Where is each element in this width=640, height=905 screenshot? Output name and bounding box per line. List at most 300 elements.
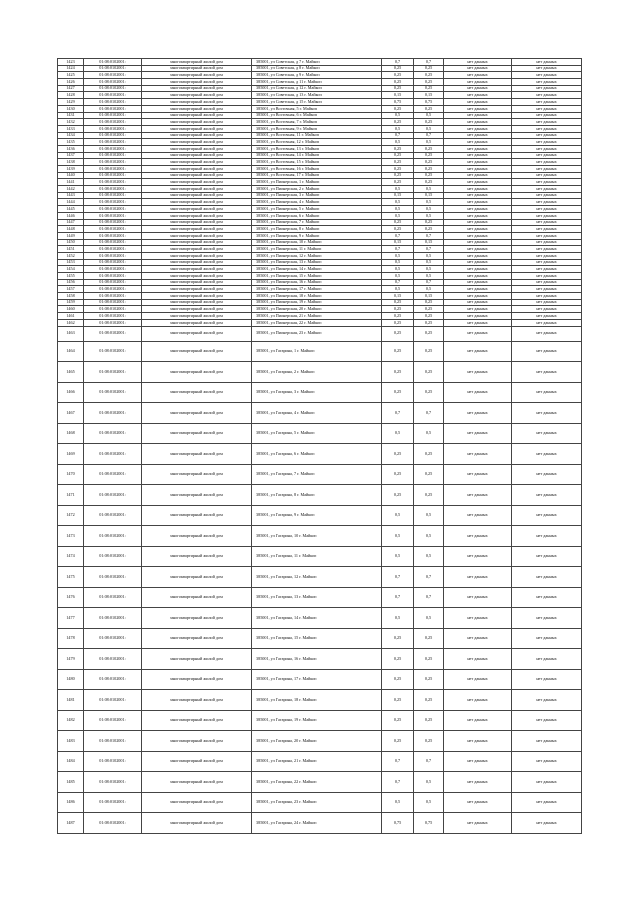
table-row xyxy=(58,751,582,772)
table-row xyxy=(58,341,582,362)
cell-object-type: многоквартирный жилой дом xyxy=(142,628,252,649)
table-row xyxy=(58,125,582,132)
cell-status: нет данных xyxy=(444,226,512,233)
cell-status: нет данных xyxy=(444,79,512,86)
table-row xyxy=(58,423,582,444)
cell-object-type: многоквартирный жилой дом xyxy=(142,199,252,206)
cell-cadastral-number: 01:08:0102001: xyxy=(84,546,142,567)
cell-row-number: 1477 xyxy=(58,608,84,629)
cell-row-number: 1423 xyxy=(58,59,84,66)
cell-row-number: 1487 xyxy=(58,813,84,834)
cell-address: 385001, ул Гагарина, 2 г. Майкоп xyxy=(252,362,382,383)
cell-note: нет данных xyxy=(512,259,582,266)
cell-cadastral-number: 01:08:0102001: xyxy=(84,72,142,79)
cell-area-value-2: 0,7 xyxy=(414,132,444,139)
cell-note: нет данных xyxy=(512,751,582,772)
cell-address: 385001, ул Гагарина, 13 г. Майкоп xyxy=(252,587,382,608)
cell-cadastral-number: 01:08:0102001: xyxy=(84,286,142,293)
cell-cadastral-number: 01:08:0102001: xyxy=(84,226,142,233)
cell-area-value: 0,25 xyxy=(382,319,414,326)
cell-row-number: 1467 xyxy=(58,403,84,424)
cell-area-value: 0,25 xyxy=(382,485,414,506)
cell-area-value-2: 0,15 xyxy=(414,293,444,300)
cell-cadastral-number: 01:08:0102001: xyxy=(84,59,142,66)
cell-object-type: многоквартирный жилой дом xyxy=(142,152,252,159)
cell-status: нет данных xyxy=(444,166,512,173)
cell-note: нет данных xyxy=(512,669,582,690)
cell-area-value-2: 0,25 xyxy=(414,485,444,506)
cell-address: 385001, ул Восточная, 16 г. Майкоп xyxy=(252,166,382,173)
cell-status: нет данных xyxy=(444,112,512,119)
cell-row-number: 1486 xyxy=(58,792,84,813)
cell-address: 385001, ул Восточная, 7 г. Майкоп xyxy=(252,119,382,126)
table-row xyxy=(58,99,582,106)
cell-note: нет данных xyxy=(512,273,582,280)
cell-object-type: многоквартирный жилой дом xyxy=(142,172,252,179)
cell-row-number: 1449 xyxy=(58,232,84,239)
cell-area-value-2: 0,15 xyxy=(414,92,444,99)
cell-object-type: многоквартирный жилой дом xyxy=(142,186,252,193)
cell-status: нет данных xyxy=(444,125,512,132)
cell-row-number: 1458 xyxy=(58,293,84,300)
cell-note: нет данных xyxy=(512,313,582,320)
cell-area-value-2: 0,5 xyxy=(414,199,444,206)
cell-note: нет данных xyxy=(512,125,582,132)
cell-object-type: многоквартирный жилой дом xyxy=(142,608,252,629)
cell-object-type: многоквартирный жилой дом xyxy=(142,159,252,166)
cell-note: нет данных xyxy=(512,628,582,649)
cell-area-value-2: 0,5 xyxy=(414,259,444,266)
cell-area-value-2: 0,25 xyxy=(414,326,444,341)
cell-cadastral-number: 01:08:0102001: xyxy=(84,792,142,813)
cell-cadastral-number: 01:08:0102001: xyxy=(84,505,142,526)
cell-status: нет данных xyxy=(444,139,512,146)
cell-address: 385001, ул Гагарина, 12 г. Майкоп xyxy=(252,567,382,588)
cell-note: нет данных xyxy=(512,179,582,186)
cell-note: нет данных xyxy=(512,710,582,731)
cell-area-value-2: 0,7 xyxy=(414,587,444,608)
cell-object-type: многоквартирный жилой дом xyxy=(142,669,252,690)
cell-object-type: многоквартирный жилой дом xyxy=(142,423,252,444)
cell-status: нет данных xyxy=(444,199,512,206)
cell-row-number: 1437 xyxy=(58,152,84,159)
cell-note: нет данных xyxy=(512,526,582,547)
cell-row-number: 1481 xyxy=(58,690,84,711)
cell-object-type: многоквартирный жилой дом xyxy=(142,299,252,306)
cell-address: 385001, ул Гагарина, 14 г. Майкоп xyxy=(252,608,382,629)
cell-area-value: 0,25 xyxy=(382,444,414,465)
cell-area-value-2: 0,25 xyxy=(414,219,444,226)
cell-status: нет данных xyxy=(444,319,512,326)
cell-address: 385001, ул Восточная, 17 г. Майкоп xyxy=(252,172,382,179)
cell-row-number: 1465 xyxy=(58,362,84,383)
cell-status: нет данных xyxy=(444,326,512,341)
cell-address: 385001, ул Гагарина, 6 г. Майкоп xyxy=(252,444,382,465)
cell-cadastral-number: 01:08:0102001: xyxy=(84,132,142,139)
cell-note: нет данных xyxy=(512,403,582,424)
cell-cadastral-number: 01:08:0102001: xyxy=(84,649,142,670)
table-row xyxy=(58,65,582,72)
cell-status: нет данных xyxy=(444,65,512,72)
cell-note: нет данных xyxy=(512,212,582,219)
cell-area-value-2: 0,25 xyxy=(414,710,444,731)
cell-note: нет данных xyxy=(512,319,582,326)
cell-object-type: многоквартирный жилой дом xyxy=(142,79,252,86)
cell-note: нет данных xyxy=(512,587,582,608)
cell-area-value-2: 0,7 xyxy=(414,279,444,286)
cell-address: 385001, ул Гагарина, 15 г. Майкоп xyxy=(252,628,382,649)
cell-row-number: 1456 xyxy=(58,279,84,286)
cell-area-value-2: 0,5 xyxy=(414,608,444,629)
cell-area-value: 0,7 xyxy=(382,59,414,66)
cell-object-type: многоквартирный жилой дом xyxy=(142,206,252,213)
cell-address: 385001, ул Гагарина, 11 г. Майкоп xyxy=(252,546,382,567)
cell-row-number: 1459 xyxy=(58,299,84,306)
table-row xyxy=(58,85,582,92)
cell-area-value: 0,25 xyxy=(382,464,414,485)
cell-cadastral-number: 01:08:0102001: xyxy=(84,608,142,629)
cell-object-type: многоквартирный жилой дом xyxy=(142,813,252,834)
cell-area-value: 0,25 xyxy=(382,313,414,320)
cell-note: нет данных xyxy=(512,813,582,834)
cell-area-value-2: 0,25 xyxy=(414,166,444,173)
table-row xyxy=(58,306,582,313)
cell-row-number: 1471 xyxy=(58,485,84,506)
cell-object-type: многоквартирный жилой дом xyxy=(142,139,252,146)
cell-object-type: многоквартирный жилой дом xyxy=(142,313,252,320)
cell-area-value: 0,15 xyxy=(382,293,414,300)
cell-object-type: многоквартирный жилой дом xyxy=(142,690,252,711)
cell-area-value-2: 0,25 xyxy=(414,72,444,79)
cell-status: нет данных xyxy=(444,92,512,99)
table-row xyxy=(58,72,582,79)
cell-note: нет данных xyxy=(512,92,582,99)
cell-cadastral-number: 01:08:0102001: xyxy=(84,119,142,126)
cell-row-number: 1430 xyxy=(58,105,84,112)
table-row xyxy=(58,119,582,126)
cell-address: 385001, ул Пионерская, 14 г. Майкоп xyxy=(252,266,382,273)
cell-area-value: 0,5 xyxy=(382,526,414,547)
cell-area-value: 0,5 xyxy=(382,546,414,567)
table-row xyxy=(58,731,582,752)
cell-address: 385001, ул Гагарина, 5 г. Майкоп xyxy=(252,423,382,444)
cell-address: 385001, ул Пионерская, 12 г. Майкоп xyxy=(252,252,382,259)
cell-area-value-2: 0,25 xyxy=(414,649,444,670)
cell-area-value: 0,25 xyxy=(382,172,414,179)
cell-status: нет данных xyxy=(444,273,512,280)
cell-status: нет данных xyxy=(444,132,512,139)
table-row xyxy=(58,206,582,213)
table-row xyxy=(58,266,582,273)
cell-area-value: 0,7 xyxy=(382,246,414,253)
cell-status: нет данных xyxy=(444,59,512,66)
cell-area-value: 0,25 xyxy=(382,119,414,126)
cell-area-value: 0,25 xyxy=(382,690,414,711)
cell-address: 385001, ул Пионерская, 19 г. Майкоп xyxy=(252,299,382,306)
cell-row-number: 1433 xyxy=(58,125,84,132)
cell-row-number: 1485 xyxy=(58,772,84,793)
cell-status: нет данных xyxy=(444,485,512,506)
cell-note: нет данных xyxy=(512,362,582,383)
table-row xyxy=(58,159,582,166)
cell-note: нет данных xyxy=(512,293,582,300)
cell-area-value: 0,25 xyxy=(382,649,414,670)
table-row xyxy=(58,286,582,293)
table-row xyxy=(58,628,582,649)
cell-note: нет данных xyxy=(512,326,582,341)
cell-area-value: 0,7 xyxy=(382,279,414,286)
table-row xyxy=(58,299,582,306)
cell-address: 385001, ул Гагарина, 17 г. Майкоп xyxy=(252,669,382,690)
cell-note: нет данных xyxy=(512,172,582,179)
cell-address: 385001, ул Пионерская, 16 г. Майкоп xyxy=(252,279,382,286)
cell-object-type: многоквартирный жилой дом xyxy=(142,273,252,280)
cell-note: нет данных xyxy=(512,464,582,485)
cell-address: 385001, ул Восточная, 14 г. Майкоп xyxy=(252,152,382,159)
table-row xyxy=(58,192,582,199)
table-row xyxy=(58,273,582,280)
cell-object-type: многоквартирный жилой дом xyxy=(142,286,252,293)
cell-area-value-2: 0,25 xyxy=(414,319,444,326)
cell-row-number: 1441 xyxy=(58,179,84,186)
cell-address: 385001, ул Пионерская, 21 г. Майкоп xyxy=(252,313,382,320)
cell-object-type: многоквартирный жилой дом xyxy=(142,259,252,266)
cell-cadastral-number: 01:08:0102001: xyxy=(84,690,142,711)
cell-status: нет данных xyxy=(444,444,512,465)
cell-row-number: 1426 xyxy=(58,79,84,86)
table-row xyxy=(58,172,582,179)
cell-area-value-2: 0,5 xyxy=(414,526,444,547)
cell-status: нет данных xyxy=(444,152,512,159)
cell-area-value-2: 0,5 xyxy=(414,139,444,146)
cell-note: нет данных xyxy=(512,105,582,112)
cell-address: 385001, ул Гагарина, 10 г. Майкоп xyxy=(252,526,382,547)
cell-area-value-2: 0,75 xyxy=(414,813,444,834)
cell-row-number: 1474 xyxy=(58,546,84,567)
cell-status: нет данных xyxy=(444,792,512,813)
cell-row-number: 1427 xyxy=(58,85,84,92)
cell-cadastral-number: 01:08:0102001: xyxy=(84,266,142,273)
cell-status: нет данных xyxy=(444,382,512,403)
table-row xyxy=(58,139,582,146)
cell-status: нет данных xyxy=(444,710,512,731)
cell-cadastral-number: 01:08:0102001: xyxy=(84,152,142,159)
cell-cadastral-number: 01:08:0102001: xyxy=(84,403,142,424)
table-row xyxy=(58,246,582,253)
cell-cadastral-number: 01:08:0102001: xyxy=(84,587,142,608)
cell-note: нет данных xyxy=(512,239,582,246)
cell-area-value: 0,25 xyxy=(382,219,414,226)
cell-status: нет данных xyxy=(444,259,512,266)
cell-area-value: 0,7 xyxy=(382,772,414,793)
cell-row-number: 1476 xyxy=(58,587,84,608)
cell-area-value: 0,25 xyxy=(382,159,414,166)
cell-address: 385001, ул Пионерская, 22 г. Майкоп xyxy=(252,319,382,326)
cell-object-type: многоквартирный жилой дом xyxy=(142,112,252,119)
cell-area-value: 0,5 xyxy=(382,212,414,219)
cell-row-number: 1451 xyxy=(58,246,84,253)
cell-area-value-2: 0,25 xyxy=(414,444,444,465)
cell-area-value-2: 0,5 xyxy=(414,546,444,567)
cell-area-value-2: 0,7 xyxy=(414,246,444,253)
cell-status: нет данных xyxy=(444,362,512,383)
cell-area-value-2: 0,5 xyxy=(414,186,444,193)
table-row xyxy=(58,444,582,465)
cell-note: нет данных xyxy=(512,112,582,119)
cell-area-value: 0,5 xyxy=(382,273,414,280)
cell-status: нет данных xyxy=(444,313,512,320)
cell-address: 385001, ул Пионерская, 11 г. Майкоп xyxy=(252,246,382,253)
cell-object-type: многоквартирный жилой дом xyxy=(142,772,252,793)
cell-area-value-2: 0,25 xyxy=(414,731,444,752)
cell-area-value-2: 0,25 xyxy=(414,85,444,92)
cell-area-value: 0,25 xyxy=(382,152,414,159)
table-row xyxy=(58,145,582,152)
cell-object-type: многоквартирный жилой дом xyxy=(142,132,252,139)
cell-status: нет данных xyxy=(444,464,512,485)
cell-area-value: 0,5 xyxy=(382,199,414,206)
cell-row-number: 1480 xyxy=(58,669,84,690)
cell-cadastral-number: 01:08:0102001: xyxy=(84,628,142,649)
cell-area-value-2: 0,25 xyxy=(414,179,444,186)
cell-area-value: 0,25 xyxy=(382,72,414,79)
cell-area-value: 0,7 xyxy=(382,587,414,608)
table-row xyxy=(58,690,582,711)
cell-note: нет данных xyxy=(512,232,582,239)
cell-area-value-2: 0,15 xyxy=(414,192,444,199)
cell-status: нет данных xyxy=(444,179,512,186)
cell-area-value: 0,5 xyxy=(382,186,414,193)
cell-object-type: многоквартирный жилой дом xyxy=(142,710,252,731)
cell-object-type: многоквартирный жилой дом xyxy=(142,567,252,588)
cell-status: нет данных xyxy=(444,172,512,179)
cell-row-number: 1478 xyxy=(58,628,84,649)
table-row xyxy=(58,792,582,813)
table-row xyxy=(58,319,582,326)
cell-object-type: многоквартирный жилой дом xyxy=(142,751,252,772)
cell-address: 385001, ул Пионерская, 9 г. Майкоп xyxy=(252,232,382,239)
cell-object-type: многоквартирный жилой дом xyxy=(142,649,252,670)
cell-area-value-2: 0,25 xyxy=(414,306,444,313)
cell-area-value-2: 0,5 xyxy=(414,792,444,813)
cell-row-number: 1461 xyxy=(58,313,84,320)
cell-cadastral-number: 01:08:0102001: xyxy=(84,105,142,112)
cell-address: 385001, ул Гагарина, 8 г. Майкоп xyxy=(252,485,382,506)
table-row xyxy=(58,186,582,193)
cell-address: 385001, ул Пионерская, 7 г. Майкоп xyxy=(252,219,382,226)
cell-area-value-2: 0,5 xyxy=(414,505,444,526)
cell-status: нет данных xyxy=(444,99,512,106)
cell-address: 385001, ул Гагарина, 16 г. Майкоп xyxy=(252,649,382,670)
cell-cadastral-number: 01:08:0102001: xyxy=(84,485,142,506)
cell-status: нет данных xyxy=(444,293,512,300)
cell-note: нет данных xyxy=(512,299,582,306)
cell-address: 385001, ул Восточная, 9 г. Майкоп xyxy=(252,125,382,132)
table-row xyxy=(58,313,582,320)
cell-area-value-2: 0,5 xyxy=(414,772,444,793)
cell-address: 385001, ул Пионерская, 20 г. Майкоп xyxy=(252,306,382,313)
cell-object-type: многоквартирный жилой дом xyxy=(142,166,252,173)
cell-area-value-2: 0,25 xyxy=(414,65,444,72)
table-row xyxy=(58,105,582,112)
cell-area-value-2: 0,25 xyxy=(414,152,444,159)
cell-cadastral-number: 01:08:0102001: xyxy=(84,299,142,306)
cell-object-type: многоквартирный жилой дом xyxy=(142,485,252,506)
cell-object-type: многоквартирный жилой дом xyxy=(142,192,252,199)
table-row xyxy=(58,669,582,690)
cell-area-value-2: 0,7 xyxy=(414,232,444,239)
cell-area-value-2: 0,5 xyxy=(414,125,444,132)
cell-address: 385001, ул Гагарина, 4 г. Майкоп xyxy=(252,403,382,424)
table-row xyxy=(58,403,582,424)
cell-row-number: 1460 xyxy=(58,306,84,313)
cell-status: нет данных xyxy=(444,649,512,670)
cell-area-value: 0,25 xyxy=(382,306,414,313)
cell-status: нет данных xyxy=(444,119,512,126)
cell-object-type: многоквартирный жилой дом xyxy=(142,341,252,362)
cell-row-number: 1429 xyxy=(58,99,84,106)
cell-cadastral-number: 01:08:0102001: xyxy=(84,85,142,92)
cell-cadastral-number: 01:08:0102001: xyxy=(84,326,142,341)
cell-address: 385001, ул Советская, д 7 г. Майкоп xyxy=(252,59,382,66)
cell-area-value-2: 0,25 xyxy=(414,172,444,179)
cell-object-type: многоквартирный жилой дом xyxy=(142,444,252,465)
cell-note: нет данных xyxy=(512,145,582,152)
cell-row-number: 1448 xyxy=(58,226,84,233)
cell-object-type: многоквартирный жилой дом xyxy=(142,464,252,485)
cell-note: нет данных xyxy=(512,423,582,444)
cell-cadastral-number: 01:08:0102001: xyxy=(84,362,142,383)
cell-cadastral-number: 01:08:0102001: xyxy=(84,246,142,253)
cell-area-value-2: 0,25 xyxy=(414,464,444,485)
registry-table-page xyxy=(57,58,581,834)
cell-cadastral-number: 01:08:0102001: xyxy=(84,186,142,193)
cell-cadastral-number: 01:08:0102001: xyxy=(84,219,142,226)
cell-object-type: многоквартирный жилой дом xyxy=(142,226,252,233)
cell-note: нет данных xyxy=(512,279,582,286)
table-row xyxy=(58,649,582,670)
cell-object-type: многоквартирный жилой дом xyxy=(142,306,252,313)
table-row xyxy=(58,152,582,159)
cell-note: нет данных xyxy=(512,485,582,506)
cell-row-number: 1436 xyxy=(58,145,84,152)
cell-row-number: 1443 xyxy=(58,192,84,199)
cell-row-number: 1473 xyxy=(58,526,84,547)
cell-address: 385001, ул Пионерская, 1 г. Майкоп xyxy=(252,179,382,186)
cell-object-type: многоквартирный жилой дом xyxy=(142,246,252,253)
table-row xyxy=(58,546,582,567)
cell-address: 385001, ул Пионерская, 5 г. Майкоп xyxy=(252,206,382,213)
registry-table-body xyxy=(58,59,582,834)
cell-area-value-2: 0,5 xyxy=(414,273,444,280)
cell-area-value: 0,75 xyxy=(382,813,414,834)
cell-area-value: 0,25 xyxy=(382,669,414,690)
cell-area-value: 0,25 xyxy=(382,166,414,173)
cell-status: нет данных xyxy=(444,192,512,199)
cell-area-value-2: 0,5 xyxy=(414,112,444,119)
cell-status: нет данных xyxy=(444,239,512,246)
table-row xyxy=(58,485,582,506)
cell-status: нет данных xyxy=(444,72,512,79)
cell-row-number: 1472 xyxy=(58,505,84,526)
cell-area-value-2: 0,7 xyxy=(414,59,444,66)
cell-cadastral-number: 01:08:0102001: xyxy=(84,306,142,313)
cell-address: 385001, ул Советская, д 11 г. Майкоп xyxy=(252,79,382,86)
cell-note: нет данных xyxy=(512,246,582,253)
cell-address: 385001, ул Пионерская, 18 г. Майкоп xyxy=(252,293,382,300)
cell-area-value-2: 0,5 xyxy=(414,252,444,259)
table-row xyxy=(58,567,582,588)
